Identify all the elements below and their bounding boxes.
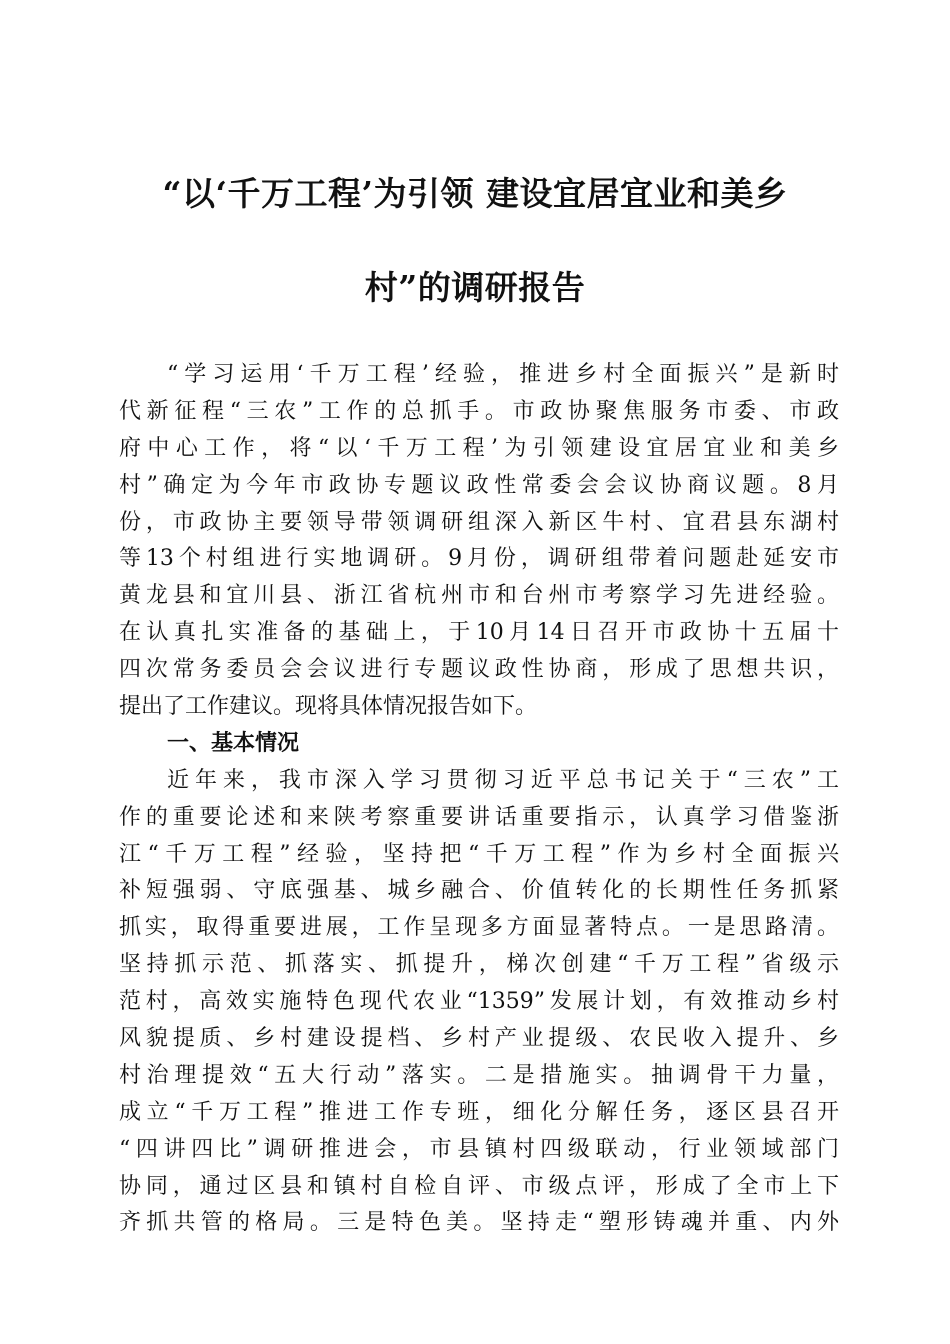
paragraph-intro	[119, 357, 839, 726]
text-line: 协同，通过区县和镇村自检自评、市级点评，形成了全市上下	[119, 1173, 839, 1199]
text-line: 江“千万工程”经验，坚持把“千万工程”作为乡村全面振兴	[119, 841, 839, 867]
paragraph-basic-situation	[119, 763, 839, 1243]
text-line: “学习运用‘千万工程’经验，推进乡村全面振兴”是新时	[167, 362, 839, 387]
document-title-line-1: “以‘千万工程’为引领 建设宜居宜业和美乡	[162, 174, 788, 213]
text-line: 范村，高效实施特色现代农业“1359”发展计划，有效推动乡村	[119, 989, 839, 1015]
text-line: 齐抓共管的格局。三是特色美。坚持走“塑形铸魂并重、内外	[119, 1210, 839, 1236]
text-line: “四讲四比”调研推进会，市县镇村四级联动，行业领域部门	[119, 1136, 839, 1162]
text-line: 等13个村组进行实地调研。9月份，调研组带着问题赴延安市	[119, 546, 839, 572]
text-line: 黄龙县和宜川县、浙江省杭州市和台州市考察学习先进经验。	[119, 583, 839, 609]
text-line: 代新征程“三农”工作的总抓手。市政协聚焦服务市委、市政	[119, 398, 839, 424]
text-line: 份，市政协主要领导带领调研组深入新区牛村、宜君县东湖村	[119, 509, 839, 535]
text-line: 成立“千万工程”推进工作专班，细化分解任务，逐区县召开	[119, 1099, 839, 1125]
text-line: 抓实，取得重要进展，工作呈现多方面显著特点。一是思路清。	[119, 915, 839, 941]
text-line: 村”确定为今年市政协专题议政性常委会会议协商议题。8月	[119, 472, 839, 498]
text-line: 近年来，我市深入学习贯彻习近平总书记关于“三农”工	[167, 767, 839, 793]
section-heading-basic-situation: 一、基本情况	[167, 730, 300, 756]
text-line: 四次常务委员会会议进行专题议政性协商，形成了思想共识，	[119, 657, 839, 683]
text-line: 在认真扎实准备的基础上，于10月14日召开市政协十五届十	[119, 620, 839, 646]
text-line: 作的重要论述和来陕考察重要讲话重要指示，认真学习借鉴浙	[119, 804, 839, 830]
document-title-line-2: 村”的调研报告	[364, 268, 586, 307]
text-line: 提出了工作建议。现将具体情况报告如下。	[119, 694, 538, 720]
text-line: 风貌提质、乡村建设提档、乡村产业提级、农民收入提升、乡	[119, 1026, 839, 1052]
text-line: 坚持抓示范、抓落实、抓提升，梯次创建“千万工程”省级示	[119, 952, 839, 978]
text-line: 村治理提效“五大行动”落实。二是措施实。抽调骨干力量，	[119, 1062, 839, 1088]
text-line: 补短强弱、守底强基、城乡融合、价值转化的长期性任务抓紧	[119, 878, 839, 904]
document-body	[119, 357, 839, 1242]
text-line: 府中心工作，将“以‘千万工程’为引领建设宜居宜业和美乡	[119, 435, 839, 461]
